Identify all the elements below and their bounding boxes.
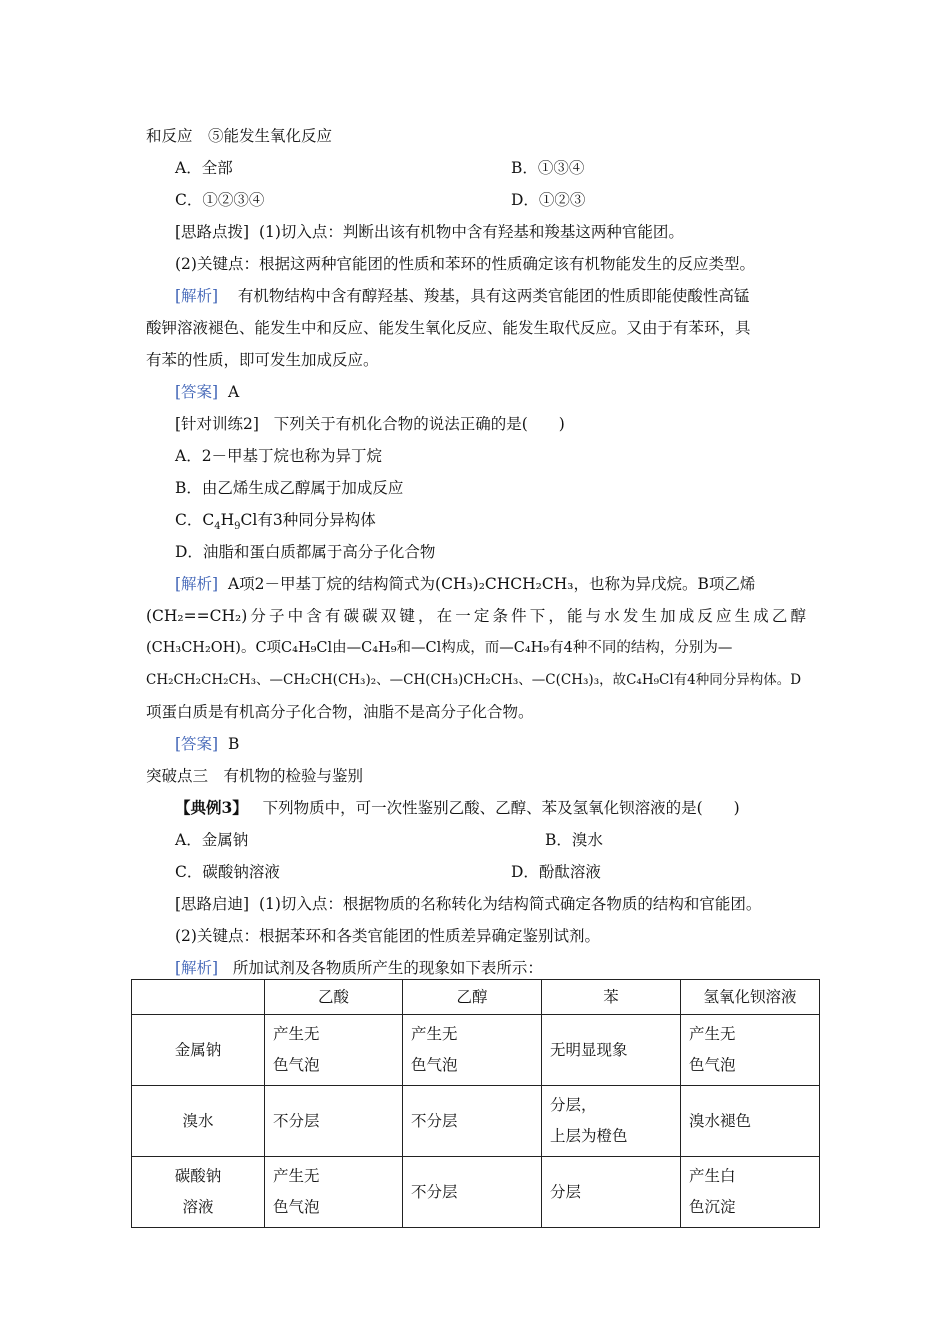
q2-option-b: B．①③④ [511, 159, 585, 177]
section3-title: 突破点三 有机物的检验与鉴别 [146, 767, 364, 785]
table-row-header [132, 1157, 265, 1228]
section3-hint1: (1)切入点：根据物质的名称转化为结构简式确定各物质的结构和官能团。 [258, 895, 762, 913]
cell-line: 色沉淀 [689, 1198, 736, 1216]
q2-option-a: A．全部 [175, 159, 233, 177]
q2-analysis1: 有机物结构中含有醇羟基、羧基，具有这两类官能团的性质即能使酸性高锰 [237, 287, 750, 305]
cell-line: 无明显现象 [550, 1040, 628, 1059]
train2-option-a: A．2－甲基丁烷也称为异丁烷 [175, 447, 383, 465]
table-cell [403, 1157, 542, 1228]
q2-analysis2: 酸钾溶液褪色、能发生中和反应、能发生氧化反应、能发生取代反应。又由于有苯环，具 [146, 319, 751, 337]
train2-analysis-l3: (CH₃CH₂OH)。C项C₄H₉Cl由—C₄H₉和—Cl构成，而—C₄H₉有4种不同的结构，分别为— [146, 640, 733, 656]
q2-hint-line1 [175, 221, 684, 243]
train2-option-d: D．油脂和蛋白质都属于高分子化合物 [175, 543, 436, 561]
section3-option-b: B．溴水 [545, 831, 603, 849]
train2-option-c-suffix: Cl有3种同分异构体 [240, 511, 376, 529]
table-row-header [132, 1086, 265, 1157]
cell-line: 溴水褪色 [689, 1111, 752, 1130]
train2-option-c-sub1: 4 [214, 521, 221, 533]
table-cell [542, 1015, 681, 1086]
q2-answer-label: [答案] [175, 383, 219, 401]
cell-line: 产生无 [273, 1167, 320, 1185]
table-cell [681, 1015, 820, 1086]
section3-question-line [175, 797, 740, 819]
train2-option-c-prefix: C．C [175, 511, 215, 529]
table-row [132, 1157, 820, 1228]
train2-option-c-mid: H [220, 511, 235, 529]
cell-line: 分层， [550, 1096, 597, 1114]
train2-answer-line [175, 733, 239, 755]
cell-line: 不分层 [273, 1111, 320, 1130]
cell-line: 金属钠 [174, 1040, 222, 1059]
table-cell [681, 1157, 820, 1228]
table-header-cell: 乙酸 [265, 980, 403, 1015]
section3-analysis-line [175, 957, 543, 979]
table-header-row [132, 980, 820, 1015]
table-cell [542, 1157, 681, 1228]
result-table [131, 979, 820, 1228]
q2-option-d: D．①②③ [511, 191, 586, 209]
section3-analysis: 所加试剂及各物质所产生的现象如下表所示： [232, 959, 543, 977]
q2-tail: 和反应 ⑤能发生氧化反应 [146, 127, 333, 145]
q2-analysis-line1 [175, 285, 749, 307]
section3-hint-line1 [175, 893, 761, 915]
train2-option-c-sub2: 9 [234, 521, 241, 533]
table-header-cell: 乙醇 [403, 980, 542, 1015]
q2-hint-label: [思路点拨] [175, 223, 250, 241]
q2-option-c: C．①②③④ [175, 191, 265, 209]
cell-line: 溶液 [182, 1198, 214, 1216]
table-header-cell: 氢氧化钡溶液 [681, 980, 820, 1015]
train2-analysis-l2: (CH₂==CH₂)分子中含有碳碳双键，在一定条件下，能与水发生加成反应生成乙醇 [146, 607, 806, 625]
section3-option-a: A．金属钠 [175, 831, 249, 849]
train2-option-c [175, 509, 376, 531]
table-cell [265, 1086, 403, 1157]
cell-line: 产生无 [411, 1025, 458, 1043]
table-row [132, 1086, 820, 1157]
table-header-cell [132, 980, 265, 1015]
train2-analysis-line1 [175, 573, 755, 595]
cell-line: 不分层 [411, 1182, 458, 1201]
cell-line: 碳酸钠 [174, 1167, 222, 1185]
section3-example-label: 【典例3】 [175, 798, 248, 817]
table-header-cell: 苯 [542, 980, 681, 1015]
train2-question-line [175, 413, 565, 435]
table-cell [265, 1015, 403, 1086]
cell-line: 不分层 [411, 1111, 458, 1130]
section3-hint2: (2)关键点：根据苯环和各类官能团的性质差异确定鉴别试剂。 [175, 927, 600, 945]
table-cell [265, 1157, 403, 1228]
table-row-header [132, 1015, 265, 1086]
cell-line: 产生白 [689, 1167, 736, 1185]
table-cell [681, 1086, 820, 1157]
cell-line: 溴水 [182, 1111, 214, 1130]
cell-line: 色气泡 [273, 1198, 320, 1216]
train2-label: [针对训练2] [175, 415, 259, 433]
table-cell [403, 1086, 542, 1157]
section3-analysis-label: [解析] [175, 959, 219, 977]
table-cell [542, 1086, 681, 1157]
section3-option-c: C．碳酸钠溶液 [175, 863, 280, 881]
cell-line: 上层为橙色 [550, 1127, 628, 1145]
train2-question: 下列关于有机化合物的说法正确的是( ) [273, 415, 565, 433]
q2-hint1: (1)切入点：判断出该有机物中含有羟基和羧基这两种官能团。 [258, 223, 684, 241]
section3-question: 下列物质中，可一次性鉴别乙酸、乙醇、苯及氢氧化钡溶液的是( ) [262, 799, 740, 817]
train2-answer-label: [答案] [175, 735, 219, 753]
cell-line: 产生无 [273, 1025, 320, 1043]
train2-analysis-l4: CH₂CH₂CH₂CH₃、—CH₂CH(CH₃)₂、—CH(CH₃)CH₂CH₃、—C(CH₃)₃，故C₄H₉Cl有4种同分异构体。D [146, 672, 802, 688]
train2-analysis-l5: 项蛋白质是有机高分子化合物，油脂不是高分子化合物。 [146, 703, 534, 721]
section3-option-d: D．酚酞溶液 [511, 863, 601, 881]
train2-answer: B [227, 735, 240, 753]
section3-hint-label: [思路启迪] [175, 895, 250, 913]
q2-hint2: (2)关键点：根据这两种官能团的性质和苯环的性质确定该有机物能发生的反应类型。 [175, 255, 755, 273]
train2-analysis-l1: A项2－甲基丁烷的结构简式为(CH₃)₂CHCH₂CH₃，也称为异戊烷。B项乙烯 [227, 575, 756, 593]
cell-line: 色气泡 [273, 1056, 320, 1074]
q2-answer-line [175, 381, 239, 403]
train2-option-b: B．由乙烯生成乙醇属于加成反应 [175, 479, 404, 497]
table-row [132, 1015, 820, 1086]
cell-line: 色气泡 [411, 1056, 458, 1074]
train2-analysis-label: [解析] [175, 575, 219, 593]
q2-answer: A [227, 383, 240, 401]
cell-line: 色气泡 [689, 1056, 736, 1074]
q2-analysis3: 有苯的性质，即可发生加成反应。 [146, 351, 379, 369]
cell-line: 分层 [550, 1182, 582, 1201]
q2-analysis-label: [解析] [175, 287, 219, 305]
cell-line: 产生无 [689, 1025, 736, 1043]
table-cell [403, 1015, 542, 1086]
